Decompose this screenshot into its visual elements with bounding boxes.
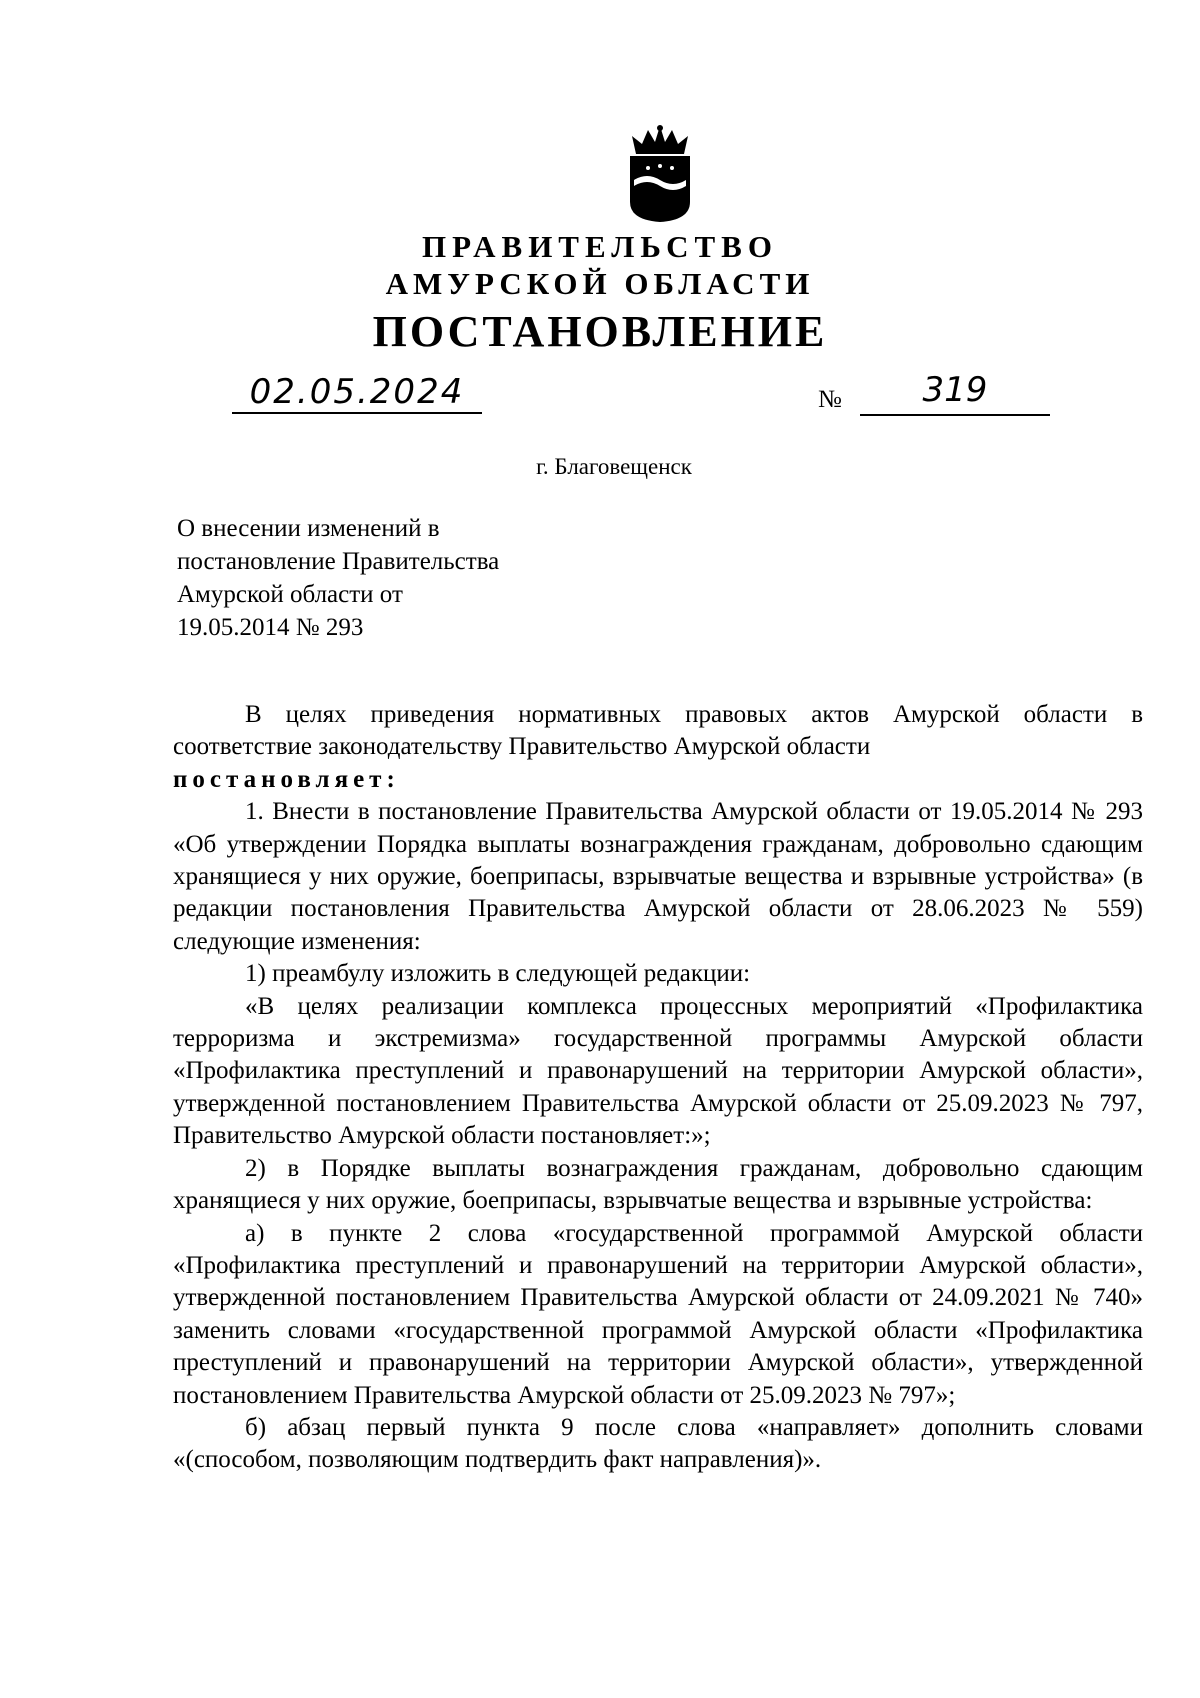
coat-of-arms-icon xyxy=(622,124,698,224)
subject-line: Амурской области от xyxy=(177,581,403,608)
subject-line: О внесении изменений в xyxy=(177,515,440,542)
paragraph-subitem-a: а) в пункте 2 слова «государственной программой Амурской области «Профилактика преступлений и правонарушений на территории Амурской области», утвержденной постановлением Правительства Амурской области от 24.09.2021 № 740» заменить словами «государственной программой Амурской области «Профилактика преступлений и правонарушений на территории Амурской области», утвержденной постановлением Правительства Амурской области от 25.09.2023 № 797»; xyxy=(173,1219,1143,1409)
paragraph-subitem-2: 2) в Порядке выплаты вознаграждения гражданам, добровольно сдающим хранящиеся у них оружие, боеприпасы, взрывчатые вещества и взрывные устройства: xyxy=(173,1154,1143,1215)
number-underline xyxy=(860,414,1050,416)
date-underline xyxy=(232,412,482,414)
government-title: ПРАВИТЕЛЬСТВО xyxy=(422,229,778,264)
paragraph-quote: «В целях реализации комплекса процессных мероприятий «Профилактика терроризма и экстремизма» государственной программы Амурской области «Профилактика преступлений и правонарушений на территории Амурской области», утвержденной постановлением Правительства Амурской области от 25.09.2023 № 797, Правительство Амурской области постановляет:»; xyxy=(173,992,1143,1150)
document-subject xyxy=(177,512,499,644)
paragraph-subitem-b: б) абзац первый пункта 9 после слова «направляет» дополнить словами «(способом, позволяющим подтвердить факт направления)». xyxy=(173,1413,1143,1474)
document-body xyxy=(173,699,1143,1477)
paragraph-preamble: В целях приведения нормативных правовых актов Амурской области в соответствие законодательству Правительство Амурской области xyxy=(173,701,1143,761)
subject-line: постановление Правительства xyxy=(177,548,500,575)
handwritten-number: 319 xyxy=(922,370,988,410)
region-title: АМУРСКОЙ ОБЛАСТИ xyxy=(385,266,815,301)
city-line: г. Благовещенск xyxy=(536,454,692,479)
paragraph-item-1: 1. Внести в постановление Правительства Амурской области от 19.05.2014 № 293 «Об утверждении Порядка выплаты вознаграждения гражданам, добровольно сдающим хранящиеся у них оружие, боеприпасы, взрывчатые вещества и взрывные устройства» (в редакции постановления Правительства Амурской области от 28.06.2023 № 559) следующие изменения: xyxy=(173,798,1143,955)
subject-line: 19.05.2014 № 293 xyxy=(177,614,364,641)
handwritten-date: 02.05.2024 xyxy=(249,372,465,412)
document-type-title: ПОСТАНОВЛЕНИЕ xyxy=(372,307,828,356)
paragraph-decrees: постановляет: xyxy=(173,765,400,793)
paragraph-subitem-1: 1) преамбулу изложить в следующей редакции: xyxy=(245,960,751,988)
number-sign: № xyxy=(818,386,842,413)
